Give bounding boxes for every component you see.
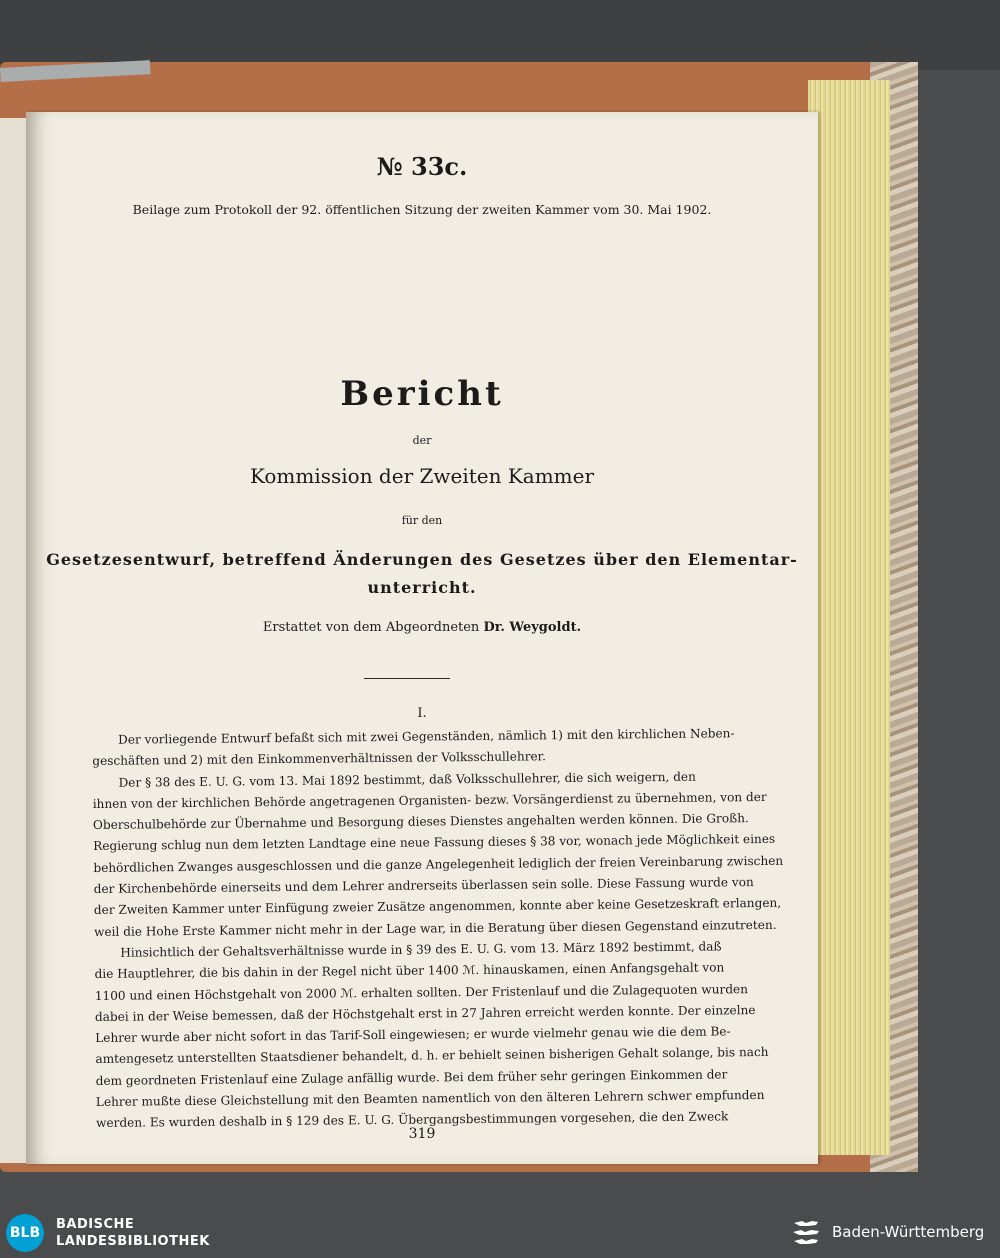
text-line: dabei in der Weise bemessen, daß der Höchstgehalt erst in 27 Jahren erreicht werden konnte. Der einzelne	[94, 1002, 756, 1024]
text-line: weil die Hohe Erste Kammer nicht mehr in der Lage war, in die Beratung über diesen Gegenstand einzutreten.	[94, 917, 777, 939]
library-name-line1: BADISCHE	[56, 1217, 135, 1232]
subject-line-1: Gesetzesentwurf, betreffend Änderungen des Gesetzes über den Elementar-	[46, 550, 798, 569]
author-line	[26, 620, 818, 635]
text-line: die Hauptlehrer, die bis dahin in der Regel nicht über 1400 ℳ. hinauskamen, einen Anfangsgehalt von	[94, 960, 725, 982]
footer-bar	[0, 1208, 1000, 1258]
kommission-heading: Kommission der Zweiten Kammer	[249, 464, 595, 488]
library-name-line2: LANDESBIBLIOTHEK	[56, 1234, 210, 1249]
state-name: Baden-Württemberg	[832, 1223, 985, 1241]
text-line: Regierung schlug nun dem letzten Landtage eine neue Fassung dieses § 38 vor, wonach jede Möglichkeit eines	[93, 832, 776, 854]
section-number: I.	[417, 706, 427, 721]
text-line: der Kirchenbehörde einerseits und dem Lehrer andrerseits überlassen sein solle. Diese Fassung wurde von	[93, 875, 754, 897]
text-line: Lehrer wurde aber nicht sofort in das Tarif-Soll eingewiesen; er wurde vielmehr genau wie die dem Be-	[95, 1024, 731, 1046]
text-line: Der § 38 des E. U. G. vom 13. Mai 1892 bestimmt, daß Volksschullehrer, die sich weigern, den	[118, 769, 696, 790]
document-number: № 33c.	[376, 152, 468, 181]
text-line: Hinsichtlich der Gehaltsverhältnisse wurde in § 39 des E. U. G. vom 13. März 1892 bestimmt, daß	[120, 939, 722, 960]
fuer-line: für den	[401, 514, 443, 527]
text-line: werden. Es wurden deshalb in § 129 des E. U. G. Übergangsbestimmungen vorgesehen, die den Zweck	[96, 1109, 729, 1131]
author-name: Dr. Weygoldt.	[483, 620, 582, 635]
text-line: behördlichen Zwanges ausgeschlossen und die ganze Angelegenheit lediglich der freien Vereinbarung zwischen	[93, 853, 784, 875]
page-number: 319	[408, 1126, 436, 1142]
lions-crest-icon	[790, 1216, 824, 1250]
subject-line-2: unterricht.	[367, 578, 477, 597]
background-table	[0, 0, 1000, 70]
text-line: dem geordneten Fristenlauf eine Zulage anfällig wurde. Bei dem früher sehr geringen Einkommen der	[95, 1067, 728, 1088]
text-line: ihnen von der kirchlichen Behörde angetragenen Organisten- bezw. Vorsängerdienst zu übernehmen, von der	[92, 789, 767, 811]
document-page	[26, 112, 818, 1164]
text-line: der Zweiten Kammer unter Einfügung zweier Zusätze angenommen, konnte aber keine Gesetzeskraft erlangen,	[93, 896, 782, 918]
der-line: der	[412, 434, 432, 447]
text-line: amtengesetz unterstellten Staatsdiener behandelt, d. h. er behielt seinen bisherigen Gehalt solange, bis nach	[95, 1045, 769, 1067]
section-divider	[364, 678, 450, 679]
page-edges	[808, 80, 890, 1155]
blb-logo[interactable]: BLB	[6, 1214, 44, 1252]
text-line: geschäften und 2) mit den Einkommenverhältnissen der Volksschullehrer.	[92, 749, 547, 769]
beilage-line: Beilage zum Protokoll der 92. öffentlichen Sitzung der zweiten Kammer vom 30. Mai 1902.	[132, 202, 712, 217]
text-line: Oberschulbehörde zur Übernahme und Besorgung dieses Dienstes angehalten werden können. Die Großh.	[92, 811, 749, 833]
text-line: Lehrer mußte diese Gleichstellung mit den Beamten namentlich von den älteren Lehrern schwer empfunden	[95, 1088, 765, 1110]
text-line: 1100 und einen Höchstgehalt von 2000 ℳ. erhalten sollten. Der Fristenlauf und die Zulagequoten wurden	[94, 981, 749, 1003]
body-text	[92, 723, 786, 1135]
report-title: Bericht	[340, 374, 504, 414]
author-prefix: Erstattet von dem Abgeordneten	[262, 620, 480, 635]
text-line: Der vorliegende Entwurf befaßt sich mit zwei Gegenständen, nämlich 1) mit den kirchlichen Neben-	[118, 726, 735, 747]
